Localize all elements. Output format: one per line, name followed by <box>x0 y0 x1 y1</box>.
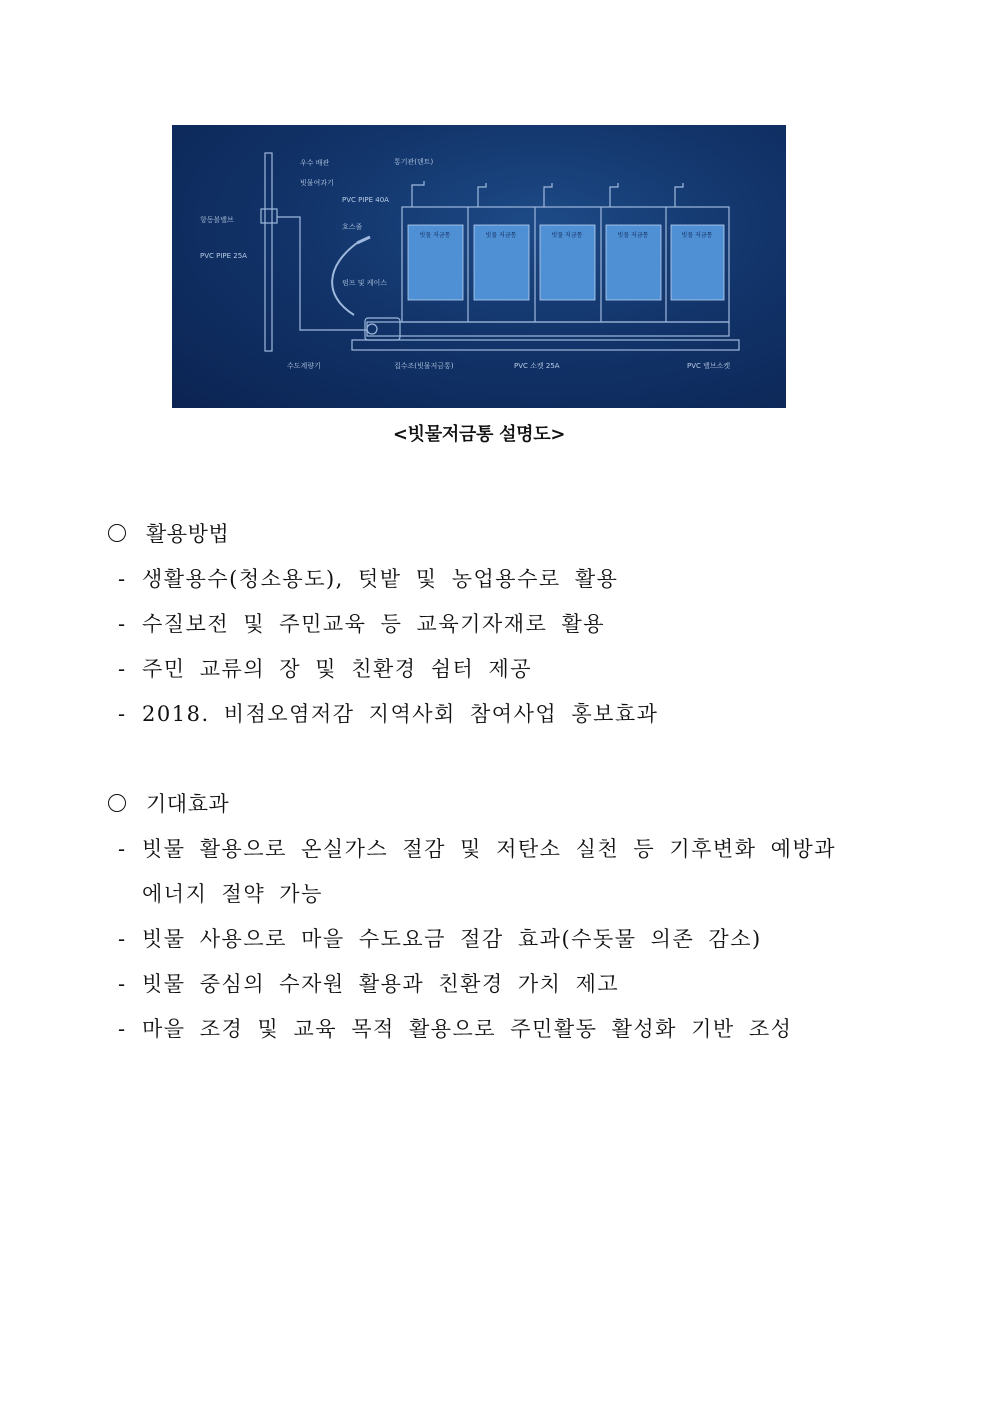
circle-bullet-icon <box>108 524 126 542</box>
label-pvc-pipe-40: PVC PIPE 40A <box>342 196 389 204</box>
tank-title-5: 빗물 저금통 <box>681 232 713 239</box>
tank-title-2: 빗물 저금통 <box>485 232 517 239</box>
circle-bullet-icon <box>108 794 126 812</box>
feed-pipe <box>277 217 367 330</box>
dash-bullet: - <box>118 567 127 591</box>
label-hose: 호스줄 <box>342 223 363 231</box>
label-water-meter: 수도계량기 <box>287 362 321 370</box>
dash-bullet: - <box>118 972 127 996</box>
list-item: - 빗물 사용으로 마을 수도요금 절감 효과(수돗물 의존 감소) <box>118 927 762 951</box>
dash-bullet: - <box>118 1017 127 1041</box>
list-item: - 수질보전 및 주민교육 등 교육기자재로 활용 <box>118 612 606 636</box>
label-collection-tank: 집수조(빗물저금통) <box>394 362 454 370</box>
section-heading-effects <box>108 788 229 818</box>
base-plate <box>352 340 739 350</box>
base-rail <box>367 322 729 336</box>
hose-nozzle <box>357 237 370 243</box>
figure-caption: <빗물저금통 설명도> <box>392 424 566 445</box>
filter-box <box>261 209 277 223</box>
list-item: - 마을 조경 및 교육 목적 활용으로 주민활동 활성화 기반 조성 <box>118 1017 793 1041</box>
label-rain-pipe: 우수 배관 <box>300 159 330 167</box>
water-meter <box>367 324 377 334</box>
rainwater-tank-diagram <box>172 125 786 408</box>
dash-bullet: - <box>118 927 127 951</box>
dash-bullet: - <box>118 702 127 726</box>
tank-title-1: 빗물 저금통 <box>419 232 451 239</box>
list-item: - 2018. 비점오염저감 지역사회 참여사업 홍보효과 <box>118 702 659 726</box>
label-pvc-pipe-25: PVC PIPE 25A <box>200 252 247 260</box>
label-pvc-valve-socket: PVC 밸브소켓 <box>687 362 731 370</box>
dash-bullet: - <box>118 657 127 681</box>
dash-bullet: - <box>118 612 127 636</box>
list-item: - 생활용수(청소용도), 텃밭 및 농업용수로 활용 <box>118 567 619 591</box>
list-item: - 빗물 중심의 수자원 활용과 친환경 가치 제고 <box>118 972 620 996</box>
tank-title-3: 빗물 저금통 <box>551 232 583 239</box>
list-item: - 빗물 활용으로 온실가스 절감 및 저탄소 실천 등 기후변화 예방과 <box>118 837 837 861</box>
vent-pipe <box>412 181 424 207</box>
diagram-svg <box>172 125 786 408</box>
label-pump-case: 펌프 및 케이스 <box>342 279 388 287</box>
section-heading-usage <box>108 518 229 548</box>
pump <box>365 318 400 340</box>
label-pvc-socket: PVC 소켓 25A <box>514 362 560 370</box>
label-filter: 빗물여과기 <box>300 179 334 187</box>
list-item-continuation: 에너지 절약 가능 <box>142 882 323 906</box>
section-title: 활용방법 <box>146 522 230 546</box>
label-float-valve: 항동볼밸브 <box>200 216 234 224</box>
dash-bullet: - <box>118 837 127 861</box>
tank-title-4: 빗물 저금통 <box>617 232 649 239</box>
section-title: 기대효과 <box>146 792 230 816</box>
rain-pipe <box>265 153 272 351</box>
list-item: - 주민 교류의 장 및 친환경 쉼터 제공 <box>118 657 533 681</box>
label-vent: 통기관(덴트) <box>394 158 434 166</box>
